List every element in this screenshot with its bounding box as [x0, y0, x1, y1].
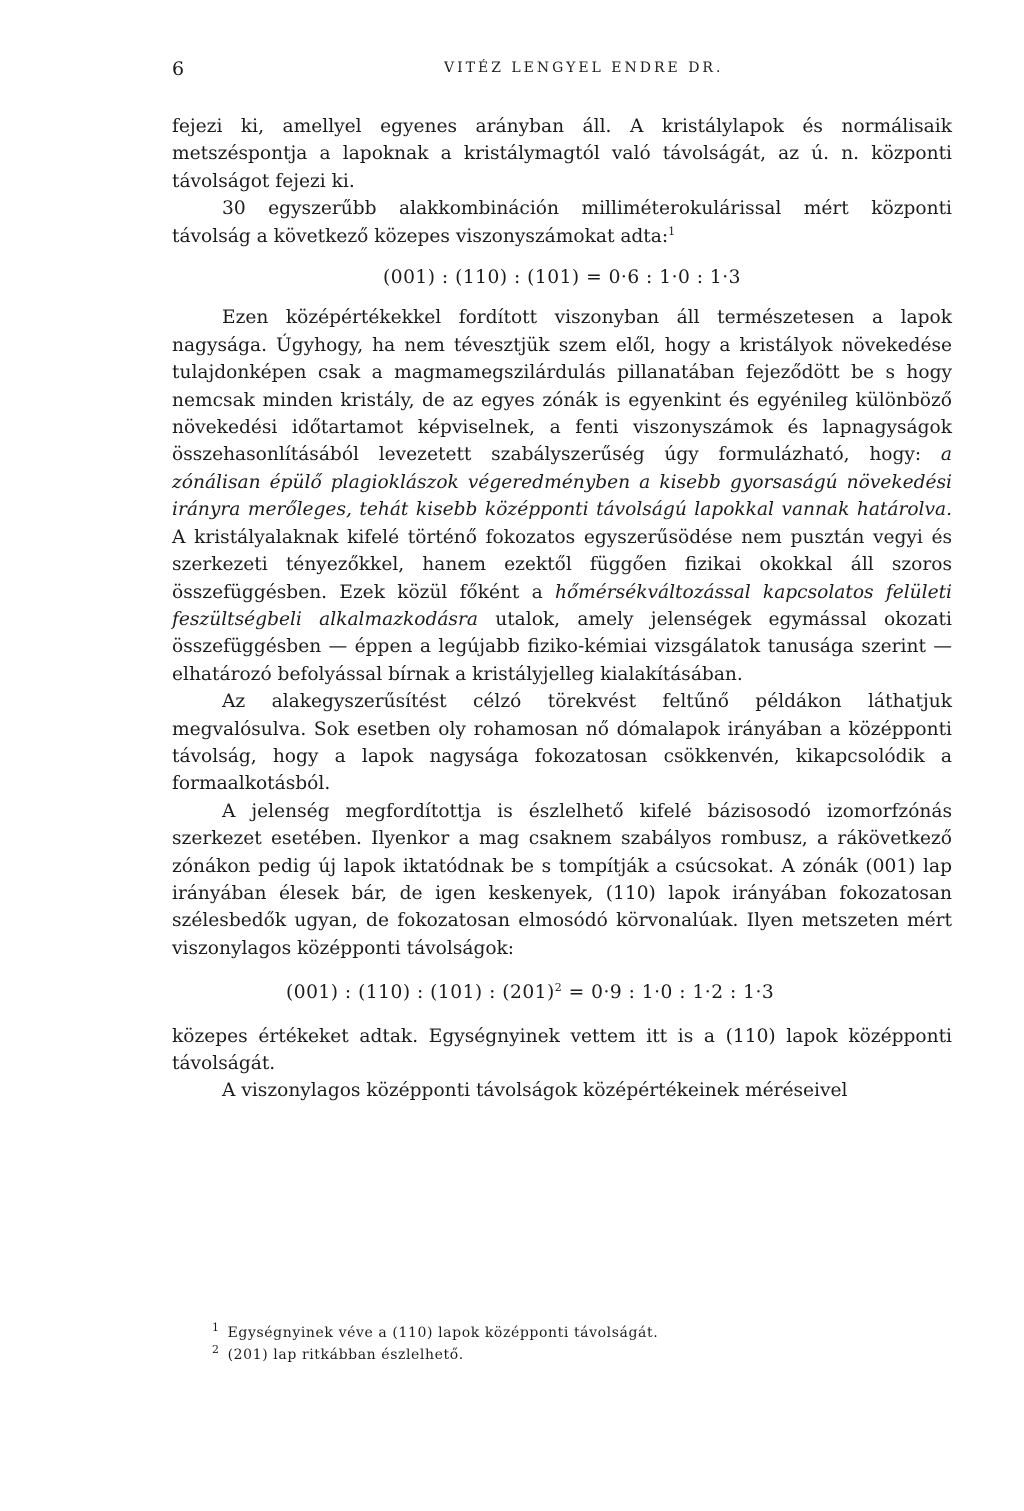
page-number: 6 — [172, 58, 185, 80]
ratio-formula-2-left: (001) : (110) : (101) : (201) — [286, 982, 555, 1004]
paragraph-1-text: fejezi ki, amellyel egyenes arányban áll. A kristálylapok és normálisaik metszéspontja a lapoknak a kristálymagtól való távolságát, az ú. n. központi távolságot fejezi ki. — [172, 116, 952, 192]
footnote-1-mark: 1 — [212, 1321, 220, 1335]
running-head — [172, 58, 952, 82]
footnote-1 — [212, 1322, 952, 1344]
footnotes — [212, 1322, 952, 1366]
paragraph-3-text-a: Ezen középértékekkel fordított viszonyban áll természetesen a lapok nagysága. Úgyhogy, ha nem tévesztjük szem elől, hogy a kristályok növekedése tulajdonképen csak a magmamegszilárdulás pillanatában fejeződött be s hogy nemcsak minden kristály, de az egyes zónák is egyenkint és egyénileg különböző növekedési időtartamot képviselnek, a fenti viszonyszámok és lapnagyságok összehasonlításából levezetett szabályszerűség úgy formulázható, hogy: — [172, 307, 952, 466]
paragraph-7 — [172, 1077, 952, 1104]
footnote-ref-1: 1 — [668, 224, 676, 238]
paragraph-1 — [172, 113, 952, 195]
paragraph-7-text: A viszonylagos középponti távolságok középértékeinek méréseivel — [222, 1080, 848, 1102]
paragraph-4 — [172, 688, 952, 798]
paragraph-3 — [172, 304, 952, 688]
footnote-1-text: Egységnyinek véve a (110) lapok középponti távolságát. — [227, 1325, 659, 1341]
paragraph-6 — [172, 1023, 952, 1078]
running-title: VITÉZ LENGYEL ENDRE DR. — [444, 60, 724, 76]
footnote-ref-2: 2 — [554, 981, 563, 994]
footnote-2 — [212, 1344, 952, 1366]
book-page — [172, 0, 952, 1511]
paragraph-5-text: A jelenség megfordítottja is észlelhető kifelé bázisosodó izomorfzónás szerkezet esetében. Ilyenkor a mag csaknem szabályos rombusz, a rákövetkező zónákon pedig új lapok iktatódnak be s tompítják a csúcsokat. A zónák (001) lap irányában élesek bár, de igen keskenyek, (110) lapok irányában fokozatosan szélesbedők ugyan, de fokozatosan elmosódó körvonalúak. Ilyen metszeten mért viszonylagos középponti távolságok: — [172, 800, 952, 959]
paragraph-3-italic-rule: a zónálisan épülő plagioklászok végeredményben a kisebb gyorsaságú növekedési irányra merőleges, tehát kisebb középponti távolságú lapokkal vannak határolva. — [172, 444, 952, 521]
paragraph-3-text-c: utalok, amely jelenségek egymással okozati összefüggésben — éppen a legújabb fiziko-kémiai vizsgálatok tanusága szerint — elhatározó befolyással bírnak a kristályjelleg kialakításában. — [172, 608, 952, 685]
paragraph-3-italic-phrase: hőmérsékváltozással kapcsolatos felületi feszültségbeli alkalmazkodásra — [172, 581, 952, 630]
body-text — [172, 113, 952, 1105]
paragraph-2-text: 30 egyszerűbb alakkombináción milliméterokulárissal mért központi távolság a következő közepes viszonyszámokat adta: — [172, 198, 952, 247]
paragraph-6-text: közepes értékeket adtak. Egységnyinek vettem itt is a (110) lapok középponti távolságát. — [172, 1025, 952, 1074]
paragraph-4-text: Az alakegyszerűsítést célzó törekvést feltűnő példákon láthatjuk megvalósulva. Sok esetben oly rohamosan nő dómalapok irányában a középponti távolság, hogy a lapok nagysága fokozatosan csökkenvén, kikapcsolódik a formaalkotásból. — [172, 691, 952, 795]
paragraph-3-text-b: A kristályalaknak kifelé történő fokozatos egyszerűsödése nem pusztán vegyi és szerkezeti tényezőkkel, hanem ezektől függően fizikai okokkal áll szoros összefüggésben. Ezek közül főként a — [172, 526, 952, 603]
ratio-formula-2 — [172, 979, 952, 1006]
footnote-2-text: (201) lap ritkábban észlelhető. — [227, 1347, 464, 1363]
ratio-formula-1: (001) : (110) : (101) = 0·6 : 1·0 : 1·3 — [383, 267, 741, 289]
footnote-2-mark: 2 — [212, 1343, 220, 1357]
paragraph-2 — [172, 195, 952, 250]
ratio-formula-2-right: = 0·9 : 1·0 : 1·2 : 1·3 — [562, 982, 775, 1004]
paragraph-5 — [172, 798, 952, 962]
